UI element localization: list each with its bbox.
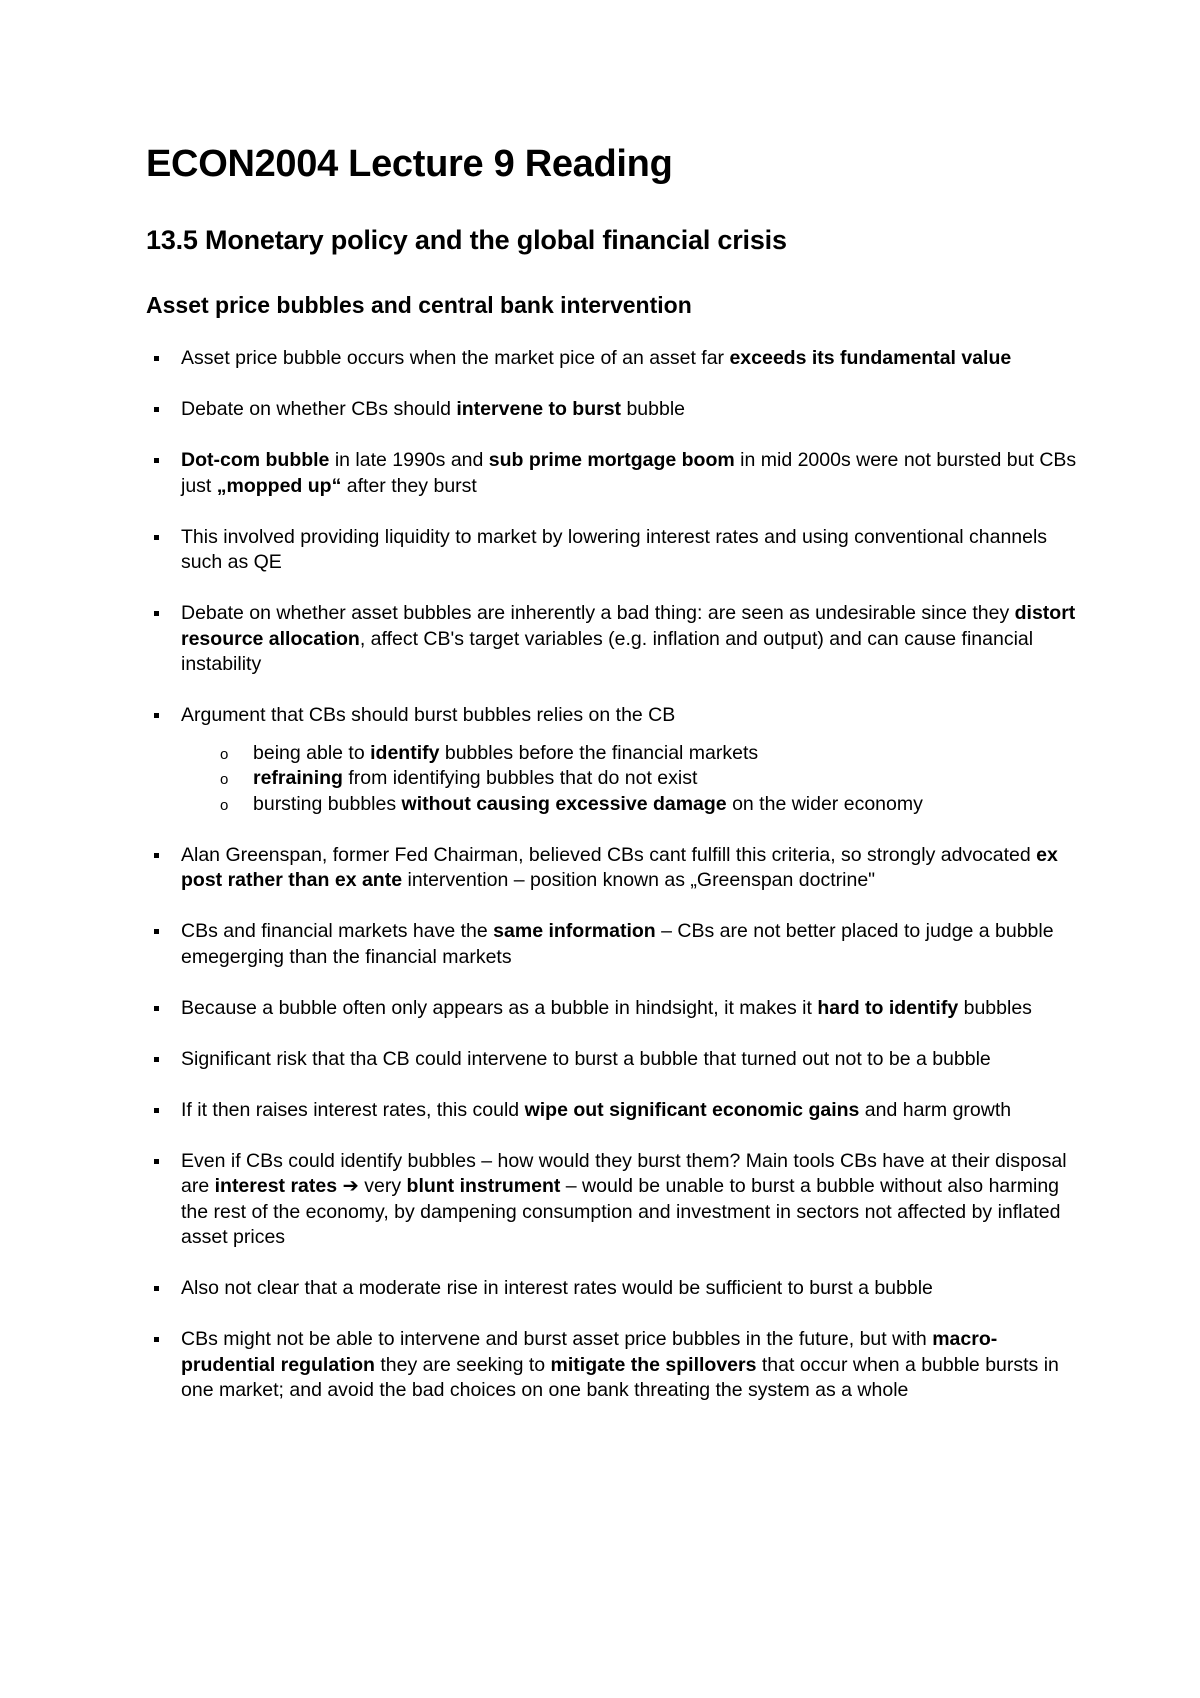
list-item: Alan Greenspan, former Fed Chairman, believed CBs cant fulfill this criteria, so strongly advocated ex post rather than ex ante intervention – position known as „Greenspan doctrine" — [146, 843, 1086, 894]
list-item: Debate on whether asset bubbles are inherently a bad thing: are seen as undesirable since they distort resource allocation, affect CB's target variables (e.g. inflation and output) and can cause financial instability — [146, 601, 1086, 678]
list-item: Also not clear that a moderate rise in interest rates would be sufficient to burst a bubble — [146, 1276, 1086, 1302]
list-item: This involved providing liquidity to market by lowering interest rates and using conventional channels such as QE — [146, 525, 1086, 576]
list-item: Argument that CBs should burst bubbles relies on the CB — [146, 703, 1086, 729]
list-item: Dot-com bubble in late 1990s and sub prime mortgage boom in mid 2000s were not bursted but CBs just „mopped up“ after they burst — [146, 448, 1086, 499]
sub-list-item: o being able to identify bubbles before the financial markets — [146, 741, 1086, 767]
sub-list-item: o refraining from identifying bubbles that do not exist — [146, 766, 1086, 792]
sub-list-item: o bursting bubbles without causing excessive damage on the wider economy — [146, 792, 1086, 818]
list-item: Even if CBs could identify bubbles – how would they burst them? Main tools CBs have at their disposal are interest rates ➔ very blunt instrument – would be unable to burst a bubble without also harming the rest of the economy, by dampening consumption and investment in sectors not affected by inflated asset prices — [146, 1149, 1086, 1251]
subsection-heading: Asset price bubbles and central bank intervention — [146, 292, 692, 318]
list-item: CBs might not be able to intervene and burst asset price bubbles in the future, but with macro-prudential regulation they are seeking to mitigate the spillovers that occur when a bubble bursts in one market; and avoid the bad choices on one bank threating the system as a whole — [146, 1327, 1086, 1404]
bullet-list — [146, 346, 1086, 1429]
sub-bullet-list — [146, 741, 1086, 818]
document-title: ECON2004 Lecture 9 Reading — [146, 143, 673, 185]
list-item: Because a bubble often only appears as a bubble in hindsight, it makes it hard to identify bubbles — [146, 996, 1086, 1022]
list-item: Debate on whether CBs should intervene to burst bubble — [146, 397, 1086, 423]
list-item: If it then raises interest rates, this could wipe out significant economic gains and harm growth — [146, 1098, 1086, 1124]
list-item: CBs and financial markets have the same information – CBs are not better placed to judge a bubble emegerging than the financial markets — [146, 919, 1086, 970]
section-heading: 13.5 Monetary policy and the global financial crisis — [146, 225, 787, 255]
list-item: Asset price bubble occurs when the market pice of an asset far exceeds its fundamental value — [146, 346, 1086, 372]
list-item: Significant risk that tha CB could intervene to burst a bubble that turned out not to be a bubble — [146, 1047, 1086, 1073]
